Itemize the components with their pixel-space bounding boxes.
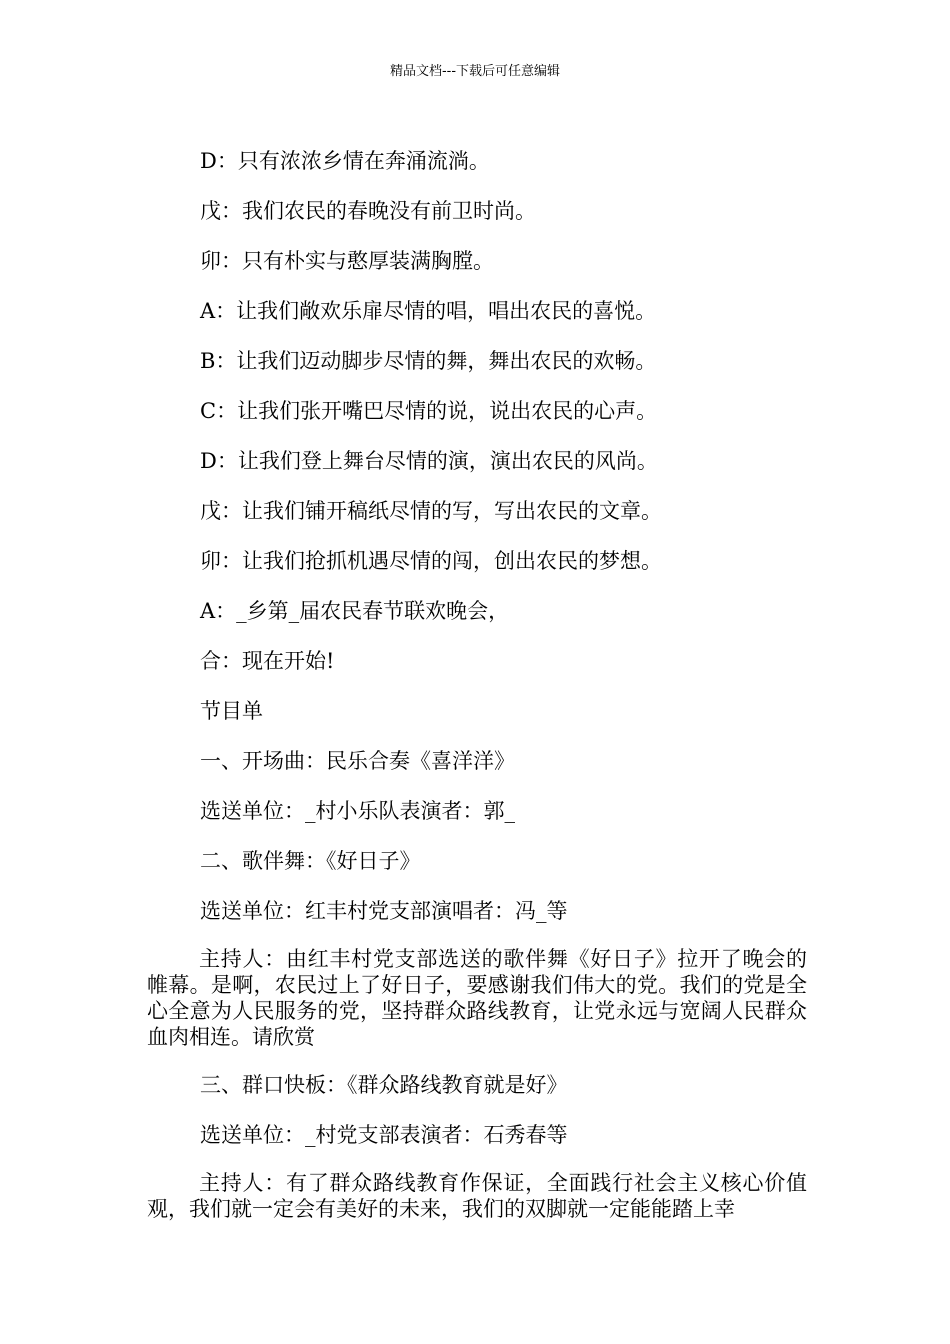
program-item: 二、歌伴舞：《好日子》 [200, 849, 421, 873]
dialogue-line: A：_乡第_届农民春节联欢晚会， [200, 599, 510, 623]
dialogue-line: 合：现在开始! [200, 649, 335, 673]
dialogue-line: D：让我们登上舞台尽情的演，演出农民的风尚。 [200, 449, 658, 473]
dialogue-line: 戊：我们农民的春晚没有前卫时尚。 [200, 199, 536, 223]
host-paragraph: 主持人：有了群众路线教育作保证，全面践行社会主义核心价值观，我们就一定会有美好的未来，我们的双脚就一定能能踏上幸 [147, 1171, 807, 1221]
host-paragraph: 主持人：由红丰村党支部选送的歌伴舞《好日子》拉开了晚会的帷幕。是啊，农民过上了好日子，要感谢我们伟大的党。我们的党是全心全意为人民服务的党，坚持群众路线教育，让党永远与宽阔人民群众血肉相连。请欣赏 [147, 947, 807, 1049]
program-item: 三、群口快板：《群众路线教育就是好》 [200, 1073, 568, 1097]
page-header: 精品文档---下载后可任意编辑 [389, 64, 561, 79]
dialogue-line: A：让我们敞欢乐扉尽情的唱，唱出农民的喜悦。 [200, 299, 657, 323]
dialogue-line: 戊：让我们铺开稿纸尽情的写，写出农民的文章。 [200, 499, 662, 523]
dialogue-line: 卯：只有朴实与憨厚装满胸膛。 [200, 249, 494, 273]
dialogue-line: 卯：让我们抢抓机遇尽情的闯，创出农民的梦想。 [200, 549, 662, 573]
program-item: 一、开场曲：民乐合奏《喜洋洋》 [200, 749, 515, 773]
program-list-title: 节目单 [200, 699, 263, 723]
program-unit: 选送单位：_村小乐队表演者：郭_ [200, 799, 515, 823]
program-unit: 选送单位：红丰村党支部演唱者：冯_等 [200, 899, 568, 923]
dialogue-line: C：让我们张开嘴巴尽情的说，说出农民的心声。 [200, 399, 658, 423]
dialogue-line: B：让我们迈动脚步尽情的舞，舞出农民的欢畅。 [200, 349, 657, 373]
dialogue-line: D：只有浓浓乡情在奔涌流淌。 [200, 149, 490, 173]
program-unit: 选送单位：_村党支部表演者：石秀春等 [200, 1123, 568, 1147]
